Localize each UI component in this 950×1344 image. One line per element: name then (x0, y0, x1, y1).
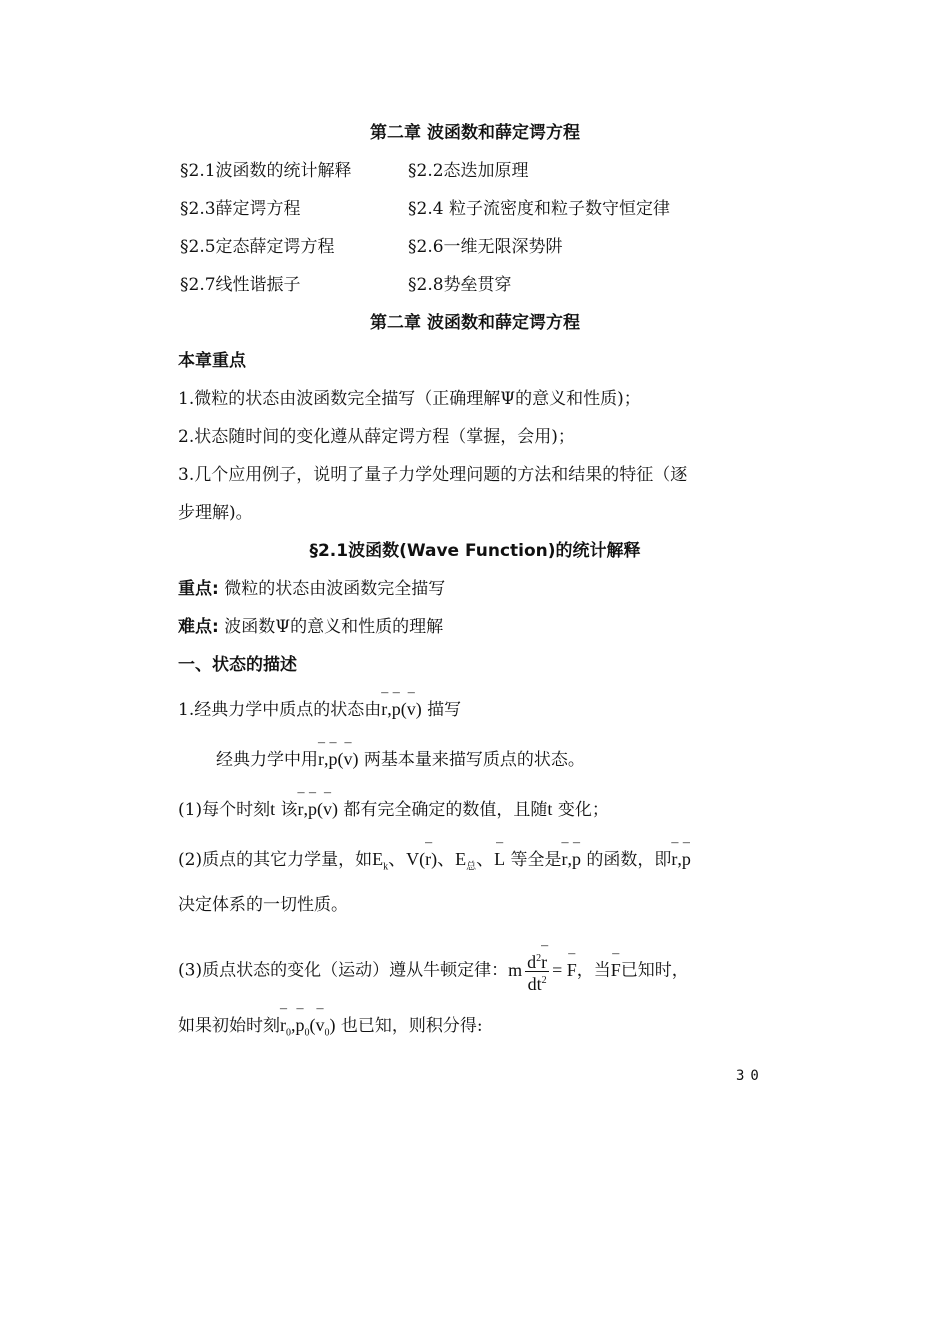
paragraph-2: 经典力学中用¯ r,¯ p(¯ v) 两基本量来描写质点的状态。 (216, 748, 585, 771)
toc-item[interactable]: §2.5定态薛定谔方程 (180, 237, 335, 257)
difficulty-line (178, 616, 443, 638)
toc-item[interactable]: §2.7线性谐振子 (180, 275, 301, 295)
chapter-title: 第二章 波函数和薛定谔方程 (370, 123, 580, 143)
formula-quantities: $E_k$、V(¯ r)、$E_总$、¯ L (372, 849, 505, 869)
closing-line: 如果初始时刻¯ $r_0,¯$ $p_0(¯$ $v_0$) 也已知，则积分得: (178, 1014, 483, 1045)
page-number: 30 (736, 1068, 765, 1084)
subsection-heading: 一、状态的描述 (178, 655, 297, 675)
difficulty-text: 波函数Ψ的意义和性质的理解 (218, 617, 444, 637)
formula-r-p-v: ¯ r,¯ p(¯ v) (318, 749, 359, 769)
section-title: §2.1波函数(Wave Function)的统计解释 (309, 541, 641, 561)
item-2: (2)质点的其它力学量，如$E_k$、V(¯ r)、$E_总$、¯ L 等全是¯ r,¯ p 的函数，即¯ r,¯ p (178, 848, 691, 879)
paragraph-1: 1.经典力学中质点的状态由¯ r,¯ p(¯ v) 描写 (178, 698, 461, 721)
item-1: (1)每个时刻t 该¯ r,¯ p(¯ v) 都有完全确定的数值，且随t 变化； (178, 798, 609, 821)
focus-text: 微粒的状态由波函数完全描写 (218, 579, 446, 599)
toc-item[interactable]: §2.3薛定谔方程 (180, 199, 301, 219)
toc-item[interactable]: §2.2态迭加原理 (408, 161, 529, 181)
item-2-continued: 决定体系的一切性质。 (178, 895, 348, 915)
toc-item[interactable]: §2.4 粒子流密度和粒子数守恒定律 (408, 199, 670, 219)
key-point: 步理解)。 (178, 503, 253, 523)
item-3: (3)质点状态的变化（运动）遵从牛顿定律：m $\frac{d^2¯ r}{dt^2}$ = ¯ F，当¯ F已知时， (178, 950, 689, 993)
newton-law-formula: m $\frac{d^2¯ r}{dt^2}$ = ¯ F (508, 960, 577, 980)
key-points-heading: 本章重点 (178, 351, 246, 371)
chapter-title-repeat: 第二章 波函数和薛定谔方程 (370, 313, 580, 333)
toc-item[interactable]: §2.1波函数的统计解释 (180, 161, 352, 181)
key-point: 1.微粒的状态由波函数完全描写（正确理解Ψ的意义和性质)； (178, 389, 641, 409)
formula-r-p-v: ¯ r,¯ p(¯ v) (298, 799, 339, 819)
formula-r-p-v: ¯ r,¯ p(¯ v) (381, 699, 422, 719)
focus-label: 重点: (178, 579, 219, 599)
toc-item[interactable]: §2.6一维无限深势阱 (408, 237, 563, 257)
formula-initial-conditions: ¯ $r_0,¯$ $p_0(¯$ $v_0$) (280, 1015, 336, 1035)
toc-item[interactable]: §2.8势垒贯穿 (408, 275, 512, 295)
focus-line (178, 578, 445, 600)
key-point: 2.状态随时间的变化遵从薛定谔方程（掌握，会用)； (178, 427, 575, 447)
key-point: 3.几个应用例子，说明了量子力学处理问题的方法和结果的特征（逐 (178, 465, 688, 485)
difficulty-label: 难点: (178, 617, 219, 637)
